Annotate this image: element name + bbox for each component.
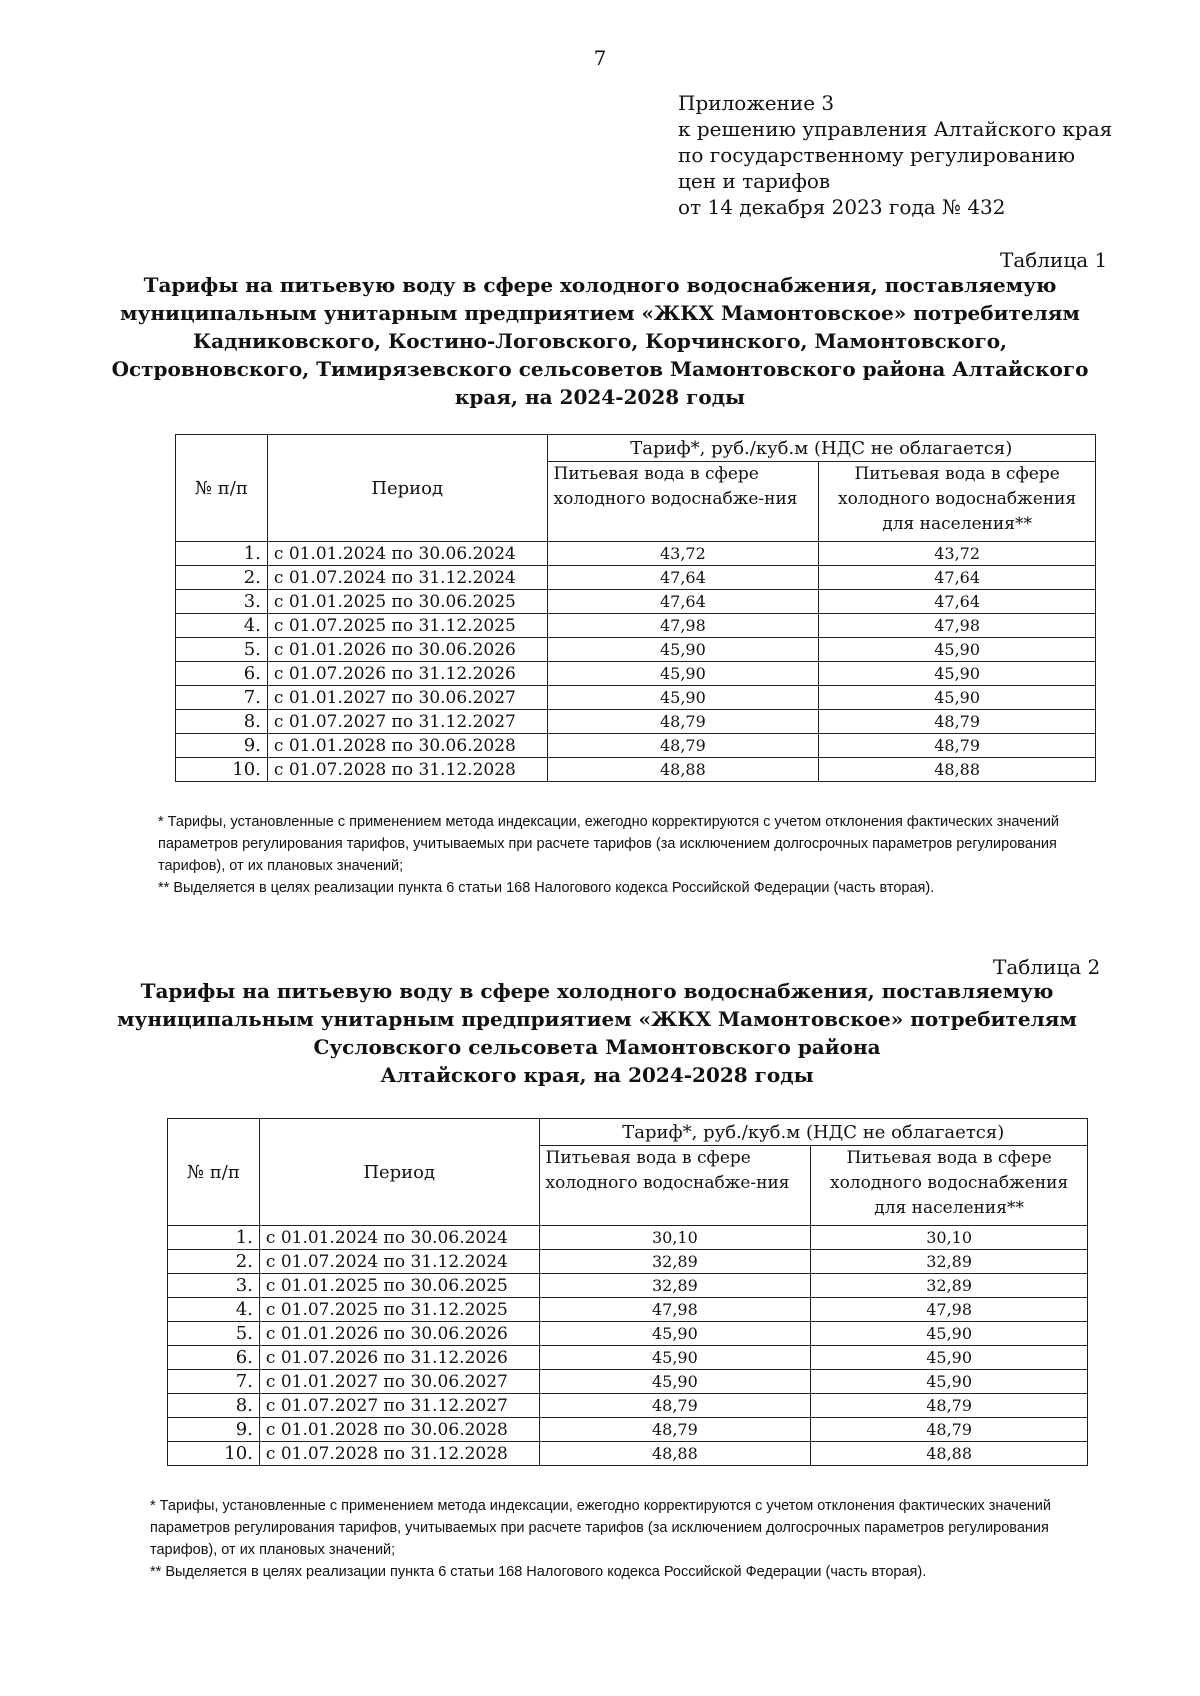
header-col-drinking-water: Питьевая вода в сфере холодного водоснабже-ния <box>547 462 819 542</box>
table-row <box>176 542 1096 566</box>
table-row <box>168 1370 1088 1394</box>
title-line: Алтайского края, на 2024-2028 годы <box>380 1063 814 1087</box>
row-period: с 01.07.2025 по 31.12.2025 <box>267 614 547 638</box>
row-tariff-drinking-water: 32,89 <box>539 1250 811 1274</box>
row-tariff-population: 48,79 <box>819 734 1096 758</box>
row-tariff-drinking-water: 48,79 <box>539 1394 811 1418</box>
row-tariff-population: 48,88 <box>811 1442 1088 1466</box>
row-number: 8. <box>168 1394 260 1418</box>
row-period: с 01.07.2025 по 31.12.2025 <box>259 1298 539 1322</box>
table-row <box>168 1322 1088 1346</box>
table-1-notes <box>158 811 1098 899</box>
row-tariff-drinking-water: 47,98 <box>539 1298 811 1322</box>
row-tariff-population: 32,89 <box>811 1250 1088 1274</box>
row-tariff-drinking-water: 30,10 <box>539 1226 811 1250</box>
table-1-label: Таблица 1 <box>1000 248 1108 272</box>
row-period: с 01.01.2027 по 30.06.2027 <box>267 686 547 710</box>
row-tariff-drinking-water: 45,90 <box>547 662 819 686</box>
row-tariff-drinking-water: 47,98 <box>547 614 819 638</box>
title-line: Островновского, Тимирязевского сельсоветов Мамонтовского района Алтайского <box>111 357 1089 381</box>
appendix-line: от 14 декабря 2023 года № 432 <box>678 195 1006 219</box>
row-number: 2. <box>176 566 268 590</box>
header-tariff: Тариф*, руб./куб.м (НДС не облагается) <box>547 435 1095 462</box>
appendix-line: цен и тарифов <box>678 169 831 193</box>
table-row <box>176 614 1096 638</box>
row-period: с 01.07.2026 по 31.12.2026 <box>259 1346 539 1370</box>
row-number: 9. <box>168 1418 260 1442</box>
table-row <box>168 1394 1088 1418</box>
title-line: Кадниковского, Костино-Логовского, Корчинского, Мамонтовского, <box>192 329 1008 353</box>
row-tariff-population: 47,98 <box>811 1298 1088 1322</box>
row-tariff-drinking-water: 32,89 <box>539 1274 811 1298</box>
table-row <box>168 1442 1088 1466</box>
row-period: с 01.01.2024 по 30.06.2024 <box>267 542 547 566</box>
row-tariff-drinking-water: 45,90 <box>539 1370 811 1394</box>
row-tariff-drinking-water: 47,64 <box>547 590 819 614</box>
table-row <box>168 1274 1088 1298</box>
row-period: с 01.01.2025 по 30.06.2025 <box>259 1274 539 1298</box>
header-tariff: Тариф*, руб./куб.м (НДС не облагается) <box>539 1119 1087 1146</box>
row-period: с 01.01.2024 по 30.06.2024 <box>259 1226 539 1250</box>
row-tariff-population: 47,98 <box>819 614 1096 638</box>
row-number: 10. <box>176 758 268 782</box>
row-number: 4. <box>176 614 268 638</box>
row-number: 2. <box>168 1250 260 1274</box>
row-number: 6. <box>176 662 268 686</box>
table-2-notes <box>150 1495 1090 1583</box>
row-number: 9. <box>176 734 268 758</box>
row-number: 7. <box>168 1370 260 1394</box>
row-tariff-population: 48,88 <box>819 758 1096 782</box>
row-period: с 01.07.2026 по 31.12.2026 <box>267 662 547 686</box>
row-number: 6. <box>168 1346 260 1370</box>
table-1-title <box>100 271 1100 411</box>
appendix-line: по государственному регулированию <box>678 143 1076 167</box>
row-tariff-population: 45,90 <box>811 1346 1088 1370</box>
row-tariff-drinking-water: 47,64 <box>547 566 819 590</box>
footnote-indexation: * Тарифы, установленные с применением метода индексации, ежегодно корректируются с учетом отклонения фактических значений параметров регулирования тарифов, учитываемых при расчете тарифов (за исключением долгосрочных параметров регулирования тарифов), от их плановых значений; <box>158 814 1059 874</box>
row-number: 8. <box>176 710 268 734</box>
row-tariff-drinking-water: 45,90 <box>539 1322 811 1346</box>
table-row <box>168 1250 1088 1274</box>
row-tariff-drinking-water: 48,79 <box>547 710 819 734</box>
row-period: с 01.01.2025 по 30.06.2025 <box>267 590 547 614</box>
row-tariff-population: 45,90 <box>811 1322 1088 1346</box>
title-line: Тарифы на питьевую воду в сфере холодного водоснабжения, поставляемую <box>140 979 1054 1003</box>
row-tariff-population: 43,72 <box>819 542 1096 566</box>
table-row <box>176 590 1096 614</box>
page-number: 7 <box>593 46 607 70</box>
header-period: Период <box>267 435 547 542</box>
title-line: края, на 2024-2028 годы <box>454 385 746 409</box>
row-tariff-drinking-water: 45,90 <box>539 1346 811 1370</box>
row-number: 3. <box>176 590 268 614</box>
row-period: с 01.07.2027 по 31.12.2027 <box>267 710 547 734</box>
header-period: Период <box>259 1119 539 1226</box>
row-tariff-drinking-water: 48,88 <box>539 1442 811 1466</box>
row-period: с 01.07.2024 по 31.12.2024 <box>267 566 547 590</box>
table-row <box>176 734 1096 758</box>
row-tariff-population: 47,64 <box>819 566 1096 590</box>
row-number: 10. <box>168 1442 260 1466</box>
row-period: с 01.07.2028 по 31.12.2028 <box>259 1442 539 1466</box>
row-tariff-population: 47,64 <box>819 590 1096 614</box>
title-line: муниципальным унитарным предприятием «ЖКХ Мамонтовское» потребителям <box>117 1007 1077 1031</box>
tariff-table-2 <box>167 1118 1088 1466</box>
row-tariff-population: 30,10 <box>811 1226 1088 1250</box>
row-number: 3. <box>168 1274 260 1298</box>
row-period: с 01.01.2026 по 30.06.2026 <box>267 638 547 662</box>
row-number: 1. <box>176 542 268 566</box>
table-row <box>168 1226 1088 1250</box>
table-row <box>176 686 1096 710</box>
row-period: с 01.07.2027 по 31.12.2027 <box>259 1394 539 1418</box>
appendix-line: к решению управления Алтайского края <box>678 117 1113 141</box>
table-2-title <box>97 977 1097 1089</box>
appendix-header <box>678 90 1112 220</box>
row-tariff-population: 45,90 <box>811 1370 1088 1394</box>
table-row <box>168 1298 1088 1322</box>
header-num: № п/п <box>168 1119 260 1226</box>
row-tariff-population: 48,79 <box>819 710 1096 734</box>
table-row <box>176 710 1096 734</box>
title-line: Сусловского сельсовета Мамонтовского района <box>313 1035 881 1059</box>
header-col-population: Питьевая вода в сфере холодного водоснабжения для населения** <box>819 462 1096 542</box>
footnote-tax-code: ** Выделяется в целях реализации пункта 6 статьи 168 Налогового кодекса Российской Федерации (часть вторая). <box>158 880 935 896</box>
table-row <box>168 1418 1088 1442</box>
row-period: с 01.01.2028 по 30.06.2028 <box>259 1418 539 1442</box>
row-number: 5. <box>176 638 268 662</box>
tariff-table-1 <box>175 434 1096 782</box>
appendix-line: Приложение 3 <box>678 91 835 115</box>
footnote-indexation: * Тарифы, установленные с применением метода индексации, ежегодно корректируются с учетом отклонения фактических значений параметров регулирования тарифов, учитываемых при расчете тарифов (за исключением долгосрочных параметров регулирования тарифов), от их плановых значений; <box>150 1498 1051 1558</box>
table-row <box>168 1346 1088 1370</box>
row-tariff-population: 45,90 <box>819 662 1096 686</box>
row-period: с 01.01.2028 по 30.06.2028 <box>267 734 547 758</box>
row-tariff-drinking-water: 48,79 <box>539 1418 811 1442</box>
row-period: с 01.01.2027 по 30.06.2027 <box>259 1370 539 1394</box>
row-period: с 01.07.2024 по 31.12.2024 <box>259 1250 539 1274</box>
table-2-label: Таблица 2 <box>993 955 1101 979</box>
header-col-drinking-water: Питьевая вода в сфере холодного водоснабже-ния <box>539 1146 811 1226</box>
row-number: 7. <box>176 686 268 710</box>
row-period: с 01.07.2028 по 31.12.2028 <box>267 758 547 782</box>
row-tariff-population: 48,79 <box>811 1418 1088 1442</box>
row-tariff-population: 45,90 <box>819 638 1096 662</box>
row-period: с 01.01.2026 по 30.06.2026 <box>259 1322 539 1346</box>
row-number: 5. <box>168 1322 260 1346</box>
footnote-tax-code: ** Выделяется в целях реализации пункта 6 статьи 168 Налогового кодекса Российской Федерации (часть вторая). <box>150 1564 927 1580</box>
title-line: Тарифы на питьевую воду в сфере холодного водоснабжения, поставляемую <box>143 273 1057 297</box>
row-tariff-population: 48,79 <box>811 1394 1088 1418</box>
title-line: муниципальным унитарным предприятием «ЖКХ Мамонтовское» потребителям <box>120 301 1080 325</box>
table-row <box>176 662 1096 686</box>
row-tariff-population: 32,89 <box>811 1274 1088 1298</box>
table-row <box>176 566 1096 590</box>
row-tariff-drinking-water: 43,72 <box>547 542 819 566</box>
row-tariff-drinking-water: 48,79 <box>547 734 819 758</box>
row-tariff-drinking-water: 48,88 <box>547 758 819 782</box>
table-row <box>176 638 1096 662</box>
row-tariff-drinking-water: 45,90 <box>547 638 819 662</box>
row-number: 4. <box>168 1298 260 1322</box>
header-col-population: Питьевая вода в сфере холодного водоснабжения для населения** <box>811 1146 1088 1226</box>
row-number: 1. <box>168 1226 260 1250</box>
row-tariff-population: 45,90 <box>819 686 1096 710</box>
table-row <box>176 758 1096 782</box>
header-num: № п/п <box>176 435 268 542</box>
row-tariff-drinking-water: 45,90 <box>547 686 819 710</box>
